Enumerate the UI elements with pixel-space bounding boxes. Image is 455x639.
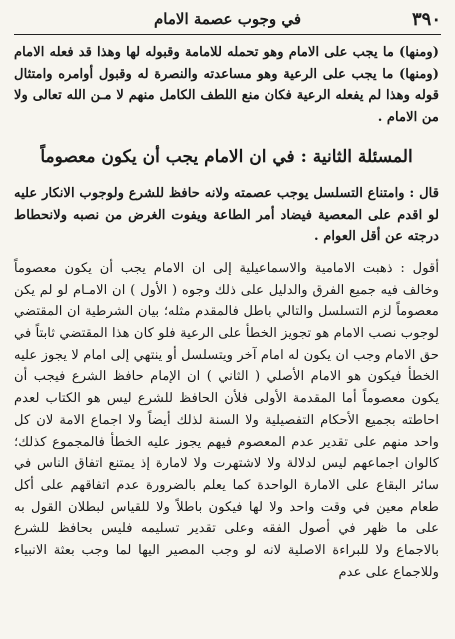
running-title: في وجوب عصمة الامام	[154, 10, 302, 28]
matn-paragraph: قال : وامتناع التسلسل يوجب عصمته ولانه حافظ للشرع ولوجوب الانكار عليه لو اقدم على المعصية فيضاد أمر الطاعة ويفوت الغرض من نصبه ولانحطاط درجته عن أقل العوام .	[14, 185, 439, 245]
page-header	[14, 4, 441, 35]
intro-paragraph: (ومنها) ما يجب على الامام وهو تحمله للامامة وقبوله لها وهذا قد فعله الامام (ومنها) ما يجب على الرعية وهو مساعدته والنصرة له وقبول أوامره وامتثال قوله وهذا لم يفعله الرعية فكان منع اللطف الكامل منهم لا مـن الله تعالى ولا من الامام .	[14, 45, 439, 126]
paragraph-spacer	[14, 248, 439, 258]
page-number: ٣٩٠	[411, 8, 441, 30]
commentary-paragraph: أقول : ذهبت الامامية والاسماعيلية إلى ان الامام يجب أن يكون معصوماً وخالف فيه جميع الفرق والدليل على ذلك وجوه ( الأول ) ان الامـام لو لم يكن معصوماً لزم التسلسل والتالي باطل فالمقدم مثله؛ بيان الشرطية ان المقتضي لوجوب نصب الامام هو تجويز الخطأ على الرعية فلو كان هذا المقتضي ثابتاً في حق الامام وجب ان يكون له امام آخر ويتسلسل أو ينتهي إلى امام لا يجوز عليه الخطأ فيكون هو الامام الأصلي ( الثاني ) ان الإمام حافظ الشرع فيجب أن يكون معصوماً أما المقدمة الأولى فلأن الحافظ للشرع ليس هو الكتاب لعدم احاطته بجميع الأحكام التفصيلية ولا السنة لذلك أيضاً ولا اجماع الامة لان كل واحد منهم على تقدير عدم المعصوم فيهم يجوز عليه الخطأ فالمجموع كذلك؛ كالوان اجماعهم ليس لدلالة ولا لاشتهرت ولا لامارة إذ يمتنع اتفاق الناس في سائر البقاع على الامارة الواحدة كما يعلم بالضرورة عدم اتفاقهم على أكل طعام معين في وقت واحد ولا لها فيكون باطلاً ولا للقياس لبطلان القول به على ما ظهر في أصول الفقه وعلى تقدير تسليمه فليس بحافظ للشرع بالاجماع ولا للبراءة الاصلية لانه لو وجب المصير اليها لما وجب بعثة الانبياء وللاجماع على عدم	[14, 260, 439, 580]
section-heading: المسئلة الثانية : في ان الامام يجب أن يكون معصوماً	[40, 146, 413, 167]
page-body	[14, 42, 439, 583]
